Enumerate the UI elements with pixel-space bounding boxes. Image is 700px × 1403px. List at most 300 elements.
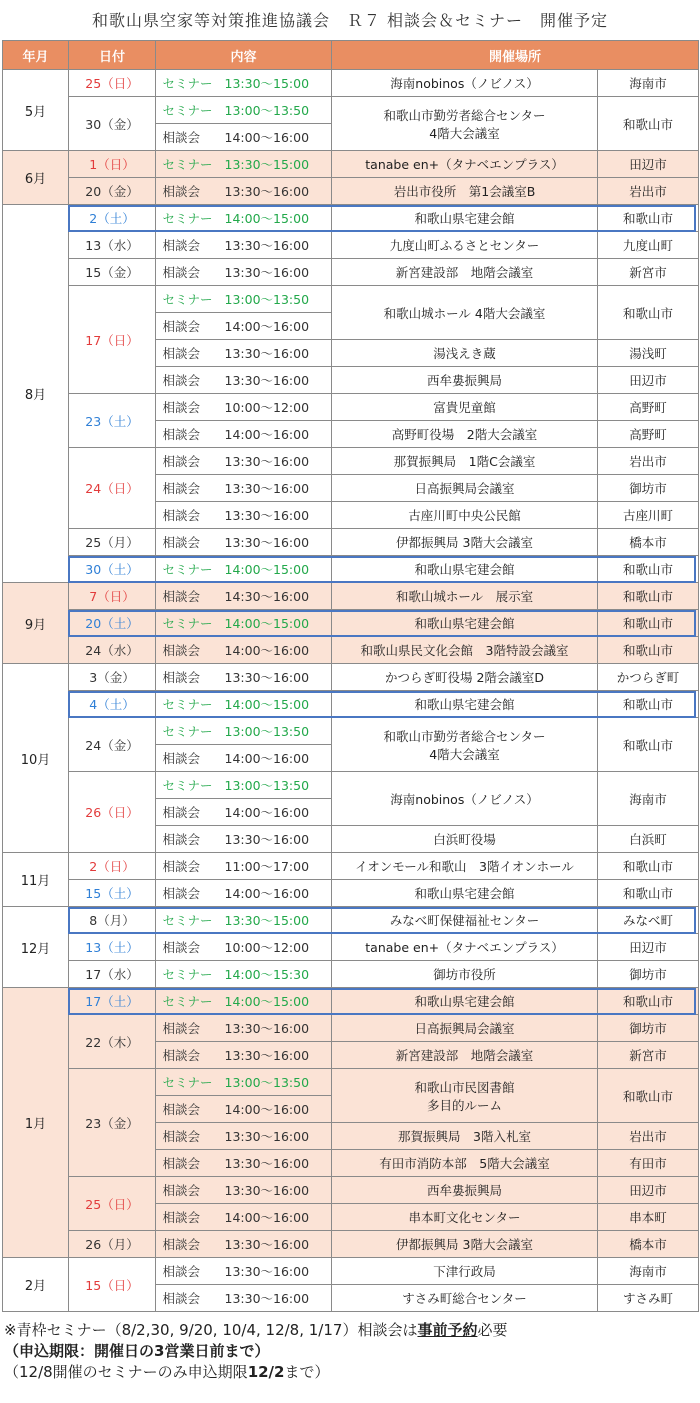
event-time: 13:00～13:50: [224, 292, 310, 307]
content-cell: [156, 178, 332, 205]
event-kind: 相談会: [162, 535, 201, 550]
city-cell: 和歌山市: [598, 691, 699, 718]
venue-line: 岩出市役所 第1会議室B: [393, 184, 536, 199]
venue-cell: [332, 1015, 598, 1042]
content-cell: [156, 259, 332, 286]
venue-cell: [332, 1069, 598, 1123]
event-time: 13:30～16:00: [224, 1183, 310, 1198]
date-cell: 2（日）: [69, 853, 156, 880]
venue-cell: [332, 151, 598, 178]
event-time: 14:00～16:00: [224, 427, 310, 442]
date-cell: 15（金）: [69, 259, 156, 286]
venue-line: tanabe en+（タナベエンプラス）: [365, 940, 564, 955]
venue-cell: [332, 853, 598, 880]
content-cell: [156, 1258, 332, 1285]
event-kind: 相談会: [162, 670, 201, 685]
event-time: 14:30～16:00: [224, 589, 310, 604]
event-time: 14:00～15:00: [224, 697, 310, 712]
content-cell: [156, 826, 332, 853]
date-cell: 25（日）: [69, 1177, 156, 1231]
content-cell: [156, 745, 332, 772]
city-cell: 田辺市: [598, 1177, 699, 1204]
content-cell: [156, 205, 332, 232]
event-kind: 相談会: [162, 886, 201, 901]
city-cell: 九度山町: [598, 232, 699, 259]
event-kind: 相談会: [162, 805, 201, 820]
date-cell: 26（日）: [69, 772, 156, 853]
note-line-1: ※青枠セミナー（8/2,30, 9/20, 10/4, 12/8, 1/17）相談会は事前予約必要: [4, 1321, 508, 1339]
table-row: [3, 853, 699, 880]
event-time: 13:30～16:00: [224, 1291, 310, 1306]
event-kind: 相談会: [162, 859, 201, 874]
date-cell: 24（日）: [69, 448, 156, 529]
event-time: 14:00～15:00: [224, 994, 310, 1009]
note-line-2: （申込期限：開催日の3営業日前まで）: [4, 1342, 270, 1360]
venue-line: 4階大会議室: [429, 746, 500, 762]
venue-line: 和歌山県宅建会館: [414, 697, 515, 712]
event-time: 14:00～16:00: [224, 130, 310, 145]
event-kind: 相談会: [162, 400, 201, 415]
venue-line: 新宮建設部 地階会議室: [395, 1048, 534, 1063]
venue-cell: [332, 1150, 598, 1177]
event-kind: セミナー: [162, 967, 213, 982]
city-cell: かつらぎ町: [598, 664, 699, 691]
city-cell: 御坊市: [598, 961, 699, 988]
month-cell: 12月: [3, 907, 69, 988]
city-cell: 新宮市: [598, 1042, 699, 1069]
event-time: 13:30～16:00: [224, 535, 310, 550]
venue-cell: [332, 1231, 598, 1258]
date-cell: 17（水）: [69, 961, 156, 988]
venue-cell: [332, 1258, 598, 1285]
date-cell: 3（金）: [69, 664, 156, 691]
venue-cell: [332, 1285, 598, 1312]
city-cell: 高野町: [598, 394, 699, 421]
event-kind: 相談会: [162, 427, 201, 442]
event-time: 13:30～16:00: [224, 373, 310, 388]
content-cell: [156, 232, 332, 259]
content-cell: [156, 529, 332, 556]
event-time: 13:30～16:00: [224, 346, 310, 361]
table-row: [3, 1069, 699, 1096]
venue-cell: [332, 367, 598, 394]
city-cell: 和歌山市: [598, 205, 699, 232]
date-cell: 25（月）: [69, 529, 156, 556]
venue-line: 新宮建設部 地階会議室: [395, 265, 534, 280]
content-cell: [156, 1285, 332, 1312]
venue-cell: [332, 772, 598, 826]
content-cell: [156, 502, 332, 529]
venue-line: 和歌山県民文化会館 3階特設会議室: [360, 643, 569, 658]
event-time: 14:00～16:00: [224, 1102, 310, 1117]
event-time: 14:00～16:00: [224, 643, 310, 658]
venue-line: 伊都振興局 3階大会議室: [396, 535, 533, 550]
city-cell: 和歌山市: [598, 610, 699, 637]
venue-line: 有田市消防本部 5階大会議室: [379, 1156, 550, 1171]
venue-line: 西牟婁振興局: [426, 373, 502, 388]
event-kind: 相談会: [162, 589, 201, 604]
table-row: [3, 961, 699, 988]
table-row: [3, 448, 699, 475]
venue-line: 和歌山県宅建会館: [414, 994, 515, 1009]
content-cell: [156, 367, 332, 394]
event-time: 10:00～12:00: [224, 940, 310, 955]
event-time: 13:30～16:00: [224, 454, 310, 469]
content-cell: [156, 1042, 332, 1069]
event-kind: 相談会: [162, 1291, 201, 1306]
city-cell: 和歌山市: [598, 637, 699, 664]
venue-cell: [332, 907, 598, 934]
event-time: 13:00～13:50: [224, 724, 310, 739]
venue-line: 九度山町ふるさとセンター: [389, 238, 540, 253]
content-cell: [156, 475, 332, 502]
date-cell: 24（金）: [69, 718, 156, 772]
table-row: [3, 556, 699, 583]
venue-line: 串本町文化センター: [408, 1210, 521, 1225]
date-cell: 17（日）: [69, 286, 156, 394]
date-cell: 22（木）: [69, 1015, 156, 1069]
table-row: [3, 97, 699, 124]
event-kind: 相談会: [162, 508, 201, 523]
event-kind: 相談会: [162, 1048, 201, 1063]
city-cell: 和歌山市: [598, 1069, 699, 1123]
venue-cell: [332, 475, 598, 502]
event-kind: 相談会: [162, 832, 201, 847]
content-cell: [156, 718, 332, 745]
venue-line: 和歌山城ホール 4階大会議室: [383, 305, 546, 321]
table-row: [3, 1231, 699, 1258]
city-cell: 海南市: [598, 1258, 699, 1285]
event-kind: 相談会: [162, 454, 201, 469]
content-cell: [156, 1177, 332, 1204]
header-month: 年月: [3, 41, 69, 70]
city-cell: 岩出市: [598, 1123, 699, 1150]
venue-cell: [332, 1204, 598, 1231]
month-cell: 6月: [3, 151, 69, 205]
venue-cell: [332, 664, 598, 691]
event-kind: 相談会: [162, 265, 201, 280]
table-row: [3, 907, 699, 934]
event-kind: セミナー: [162, 724, 213, 739]
city-cell: 和歌山市: [598, 853, 699, 880]
table-header-row: [3, 41, 699, 70]
content-cell: [156, 1123, 332, 1150]
table-row: [3, 718, 699, 745]
venue-cell: [332, 394, 598, 421]
venue-cell: [332, 934, 598, 961]
city-cell: 和歌山市: [598, 556, 699, 583]
date-cell: 13（土）: [69, 934, 156, 961]
event-time: 13:00～13:50: [224, 103, 310, 118]
venue-cell: [332, 205, 598, 232]
city-cell: 岩出市: [598, 448, 699, 475]
venue-cell: [332, 232, 598, 259]
event-time: 14:00～16:00: [224, 319, 310, 334]
content-cell: [156, 1015, 332, 1042]
venue-line: 御坊市役所: [433, 967, 496, 982]
table-row: [3, 178, 699, 205]
content-cell: [156, 340, 332, 367]
venue-line: 和歌山市民図書館: [414, 1079, 515, 1095]
month-cell: 10月: [3, 664, 69, 853]
city-cell: 田辺市: [598, 934, 699, 961]
venue-cell: [332, 988, 598, 1015]
event-kind: 相談会: [162, 1183, 201, 1198]
notes: [4, 1320, 696, 1383]
venue-line: 富貴児童館: [433, 400, 496, 415]
venue-line: 湯浅えき蔵: [433, 346, 496, 361]
city-cell: すさみ町: [598, 1285, 699, 1312]
event-time: 14:00～15:00: [224, 211, 310, 226]
content-cell: [156, 637, 332, 664]
venue-line: みなべ町保健福祉センター: [389, 913, 540, 928]
event-time: 10:00～12:00: [224, 400, 310, 415]
page-title: 和歌山県空家等対策推進協議会 Ｒ７ 相談会＆セミナー 開催予定: [91, 10, 609, 30]
table-row: [3, 1015, 699, 1042]
city-cell: 田辺市: [598, 151, 699, 178]
table-row: [3, 664, 699, 691]
event-time: 14:00～15:30: [224, 967, 310, 982]
city-cell: 和歌山市: [598, 286, 699, 340]
event-time: 13:30～16:00: [224, 1021, 310, 1036]
event-time: 14:00～16:00: [224, 805, 310, 820]
event-time: 13:30～16:00: [224, 1237, 310, 1252]
content-cell: [156, 124, 332, 151]
city-cell: 和歌山市: [598, 988, 699, 1015]
event-kind: 相談会: [162, 1129, 201, 1144]
event-kind: 相談会: [162, 319, 201, 334]
event-kind: 相談会: [162, 1102, 201, 1117]
date-cell: 23（金）: [69, 1069, 156, 1177]
event-time: 14:00～16:00: [224, 1210, 310, 1225]
content-cell: [156, 448, 332, 475]
date-cell: 30（金）: [69, 97, 156, 151]
content-cell: [156, 853, 332, 880]
content-cell: [156, 664, 332, 691]
venue-line: 和歌山県宅建会館: [414, 211, 515, 226]
content-cell: [156, 961, 332, 988]
city-cell: 田辺市: [598, 367, 699, 394]
event-kind: 相談会: [162, 346, 201, 361]
event-time: 14:00～15:00: [224, 616, 310, 631]
content-cell: [156, 799, 332, 826]
venue-line: 和歌山市勤労者総合センター: [383, 107, 546, 123]
city-cell: 橋本市: [598, 529, 699, 556]
event-time: 13:30～16:00: [224, 670, 310, 685]
venue-cell: [332, 1042, 598, 1069]
content-cell: [156, 1204, 332, 1231]
event-kind: セミナー: [162, 157, 213, 172]
date-cell: 7（日）: [69, 583, 156, 610]
venue-cell: [332, 826, 598, 853]
city-cell: 和歌山市: [598, 718, 699, 772]
venue-cell: [332, 448, 598, 475]
venue-cell: [332, 961, 598, 988]
table-row: [3, 934, 699, 961]
venue-cell: [332, 502, 598, 529]
date-cell: 15（土）: [69, 880, 156, 907]
venue-cell: [332, 691, 598, 718]
venue-cell: [332, 610, 598, 637]
event-kind: 相談会: [162, 184, 201, 199]
content-cell: [156, 583, 332, 610]
city-cell: 白浜町: [598, 826, 699, 853]
event-time: 11:00～17:00: [224, 859, 310, 874]
date-cell: 26（月）: [69, 1231, 156, 1258]
event-kind: 相談会: [162, 238, 201, 253]
event-time: 13:30～16:00: [224, 238, 310, 253]
table-row: [3, 205, 699, 232]
city-cell: 有田市: [598, 1150, 699, 1177]
event-kind: セミナー: [162, 76, 213, 91]
event-kind: セミナー: [162, 292, 213, 307]
venue-line: かつらぎ町役場 2階会議室D: [384, 670, 545, 685]
venue-line: 和歌山城ホール 展示室: [395, 589, 534, 604]
content-cell: [156, 556, 332, 583]
city-cell: 和歌山市: [598, 583, 699, 610]
venue-line: 和歌山県宅建会館: [414, 616, 515, 631]
event-kind: 相談会: [162, 481, 201, 496]
event-kind: セミナー: [162, 103, 213, 118]
date-cell: 24（水）: [69, 637, 156, 664]
date-cell: 8（月）: [69, 907, 156, 934]
table-row: [3, 772, 699, 799]
schedule-table: [2, 40, 699, 1312]
table-row: [3, 637, 699, 664]
date-cell: 1（日）: [69, 151, 156, 178]
table-row: [3, 880, 699, 907]
table-row: [3, 1258, 699, 1285]
venue-line: 古座川町中央公民館: [408, 508, 521, 523]
table-row: [3, 259, 699, 286]
table-row: [3, 232, 699, 259]
venue-line: tanabe en+（タナベエンプラス）: [365, 157, 564, 172]
month-cell: 11月: [3, 853, 69, 907]
event-time: 14:00～16:00: [224, 751, 310, 766]
city-cell: みなべ町: [598, 907, 699, 934]
note-line-3: （12/8開催のセミナーのみ申込期限12/2まで）: [4, 1363, 330, 1381]
event-time: 13:00～13:50: [224, 778, 310, 793]
event-kind: セミナー: [162, 697, 213, 712]
table-row: [3, 988, 699, 1015]
content-cell: [156, 151, 332, 178]
date-cell: 2（土）: [69, 205, 156, 232]
content-cell: [156, 394, 332, 421]
table-row: [3, 691, 699, 718]
date-cell: 13（水）: [69, 232, 156, 259]
event-kind: セミナー: [162, 616, 213, 631]
event-kind: 相談会: [162, 373, 201, 388]
venue-line: 高野町役場 2階大会議室: [391, 427, 538, 442]
header-content: 内容: [156, 41, 332, 70]
event-kind: 相談会: [162, 1264, 201, 1279]
event-time: 13:30～16:00: [224, 265, 310, 280]
event-time: 13:30～16:00: [224, 184, 310, 199]
event-time: 13:30～15:00: [224, 76, 310, 91]
city-cell: 御坊市: [598, 475, 699, 502]
event-kind: 相談会: [162, 1156, 201, 1171]
venue-line: 那賀振興局 1階C会議室: [393, 454, 536, 469]
event-kind: 相談会: [162, 130, 201, 145]
city-cell: 和歌山市: [598, 97, 699, 151]
city-cell: 高野町: [598, 421, 699, 448]
venue-cell: [332, 97, 598, 151]
venue-line: 伊都振興局 3階大会議室: [396, 1237, 533, 1252]
venue-line: 和歌山市勤労者総合センター: [383, 728, 546, 744]
table-row: [3, 151, 699, 178]
table-row: [3, 1177, 699, 1204]
venue-cell: [332, 1177, 598, 1204]
content-cell: [156, 907, 332, 934]
venue-cell: [332, 70, 598, 97]
content-cell: [156, 610, 332, 637]
venue-line: 日高振興局会議室: [414, 481, 515, 496]
event-kind: セミナー: [162, 562, 213, 577]
venue-line: すさみ町総合センター: [402, 1291, 527, 1306]
city-cell: 古座川町: [598, 502, 699, 529]
month-cell: 1月: [3, 988, 69, 1258]
event-kind: セミナー: [162, 1075, 213, 1090]
city-cell: 湯浅町: [598, 340, 699, 367]
event-kind: セミナー: [162, 211, 213, 226]
date-cell: 17（土）: [69, 988, 156, 1015]
date-cell: 20（土）: [69, 610, 156, 637]
event-kind: 相談会: [162, 751, 201, 766]
content-cell: [156, 1069, 332, 1096]
event-time: 13:30～16:00: [224, 1264, 310, 1279]
venue-line: 和歌山県宅建会館: [414, 562, 515, 577]
table-row: [3, 394, 699, 421]
venue-cell: [332, 178, 598, 205]
event-time: 13:30～16:00: [224, 508, 310, 523]
venue-cell: [332, 259, 598, 286]
city-cell: 新宮市: [598, 259, 699, 286]
venue-line: 多目的ルーム: [426, 1097, 502, 1113]
content-cell: [156, 97, 332, 124]
date-cell: 25（日）: [69, 70, 156, 97]
content-cell: [156, 1231, 332, 1258]
event-time: 13:30～16:00: [224, 832, 310, 847]
content-cell: [156, 70, 332, 97]
venue-line: 日高振興局会議室: [414, 1021, 515, 1036]
date-cell: 30（土）: [69, 556, 156, 583]
date-cell: 4（土）: [69, 691, 156, 718]
venue-cell: [332, 718, 598, 772]
event-kind: 相談会: [162, 643, 201, 658]
event-time: 13:30～16:00: [224, 1129, 310, 1144]
venue-line: 海南nobinos（ノビノス）: [390, 76, 539, 91]
table-row: [3, 70, 699, 97]
event-time: 13:30～15:00: [224, 913, 310, 928]
venue-line: 和歌山県宅建会館: [414, 886, 515, 901]
event-kind: 相談会: [162, 1237, 201, 1252]
month-cell: 2月: [3, 1258, 69, 1312]
event-time: 14:00～16:00: [224, 886, 310, 901]
content-cell: [156, 1096, 332, 1123]
content-cell: [156, 934, 332, 961]
venue-line: 海南nobinos（ノビノス）: [390, 791, 539, 807]
event-kind: セミナー: [162, 778, 213, 793]
venue-line: 白浜町役場: [433, 832, 496, 847]
venue-cell: [332, 340, 598, 367]
venue-line: 下津行政局: [433, 1264, 496, 1279]
month-cell: 8月: [3, 205, 69, 583]
date-cell: 15（日）: [69, 1258, 156, 1312]
event-kind: 相談会: [162, 940, 201, 955]
event-time: 13:30～16:00: [224, 481, 310, 496]
venue-line: イオンモール和歌山 3階イオンホール: [355, 859, 574, 874]
event-time: 13:30～16:00: [224, 1048, 310, 1063]
